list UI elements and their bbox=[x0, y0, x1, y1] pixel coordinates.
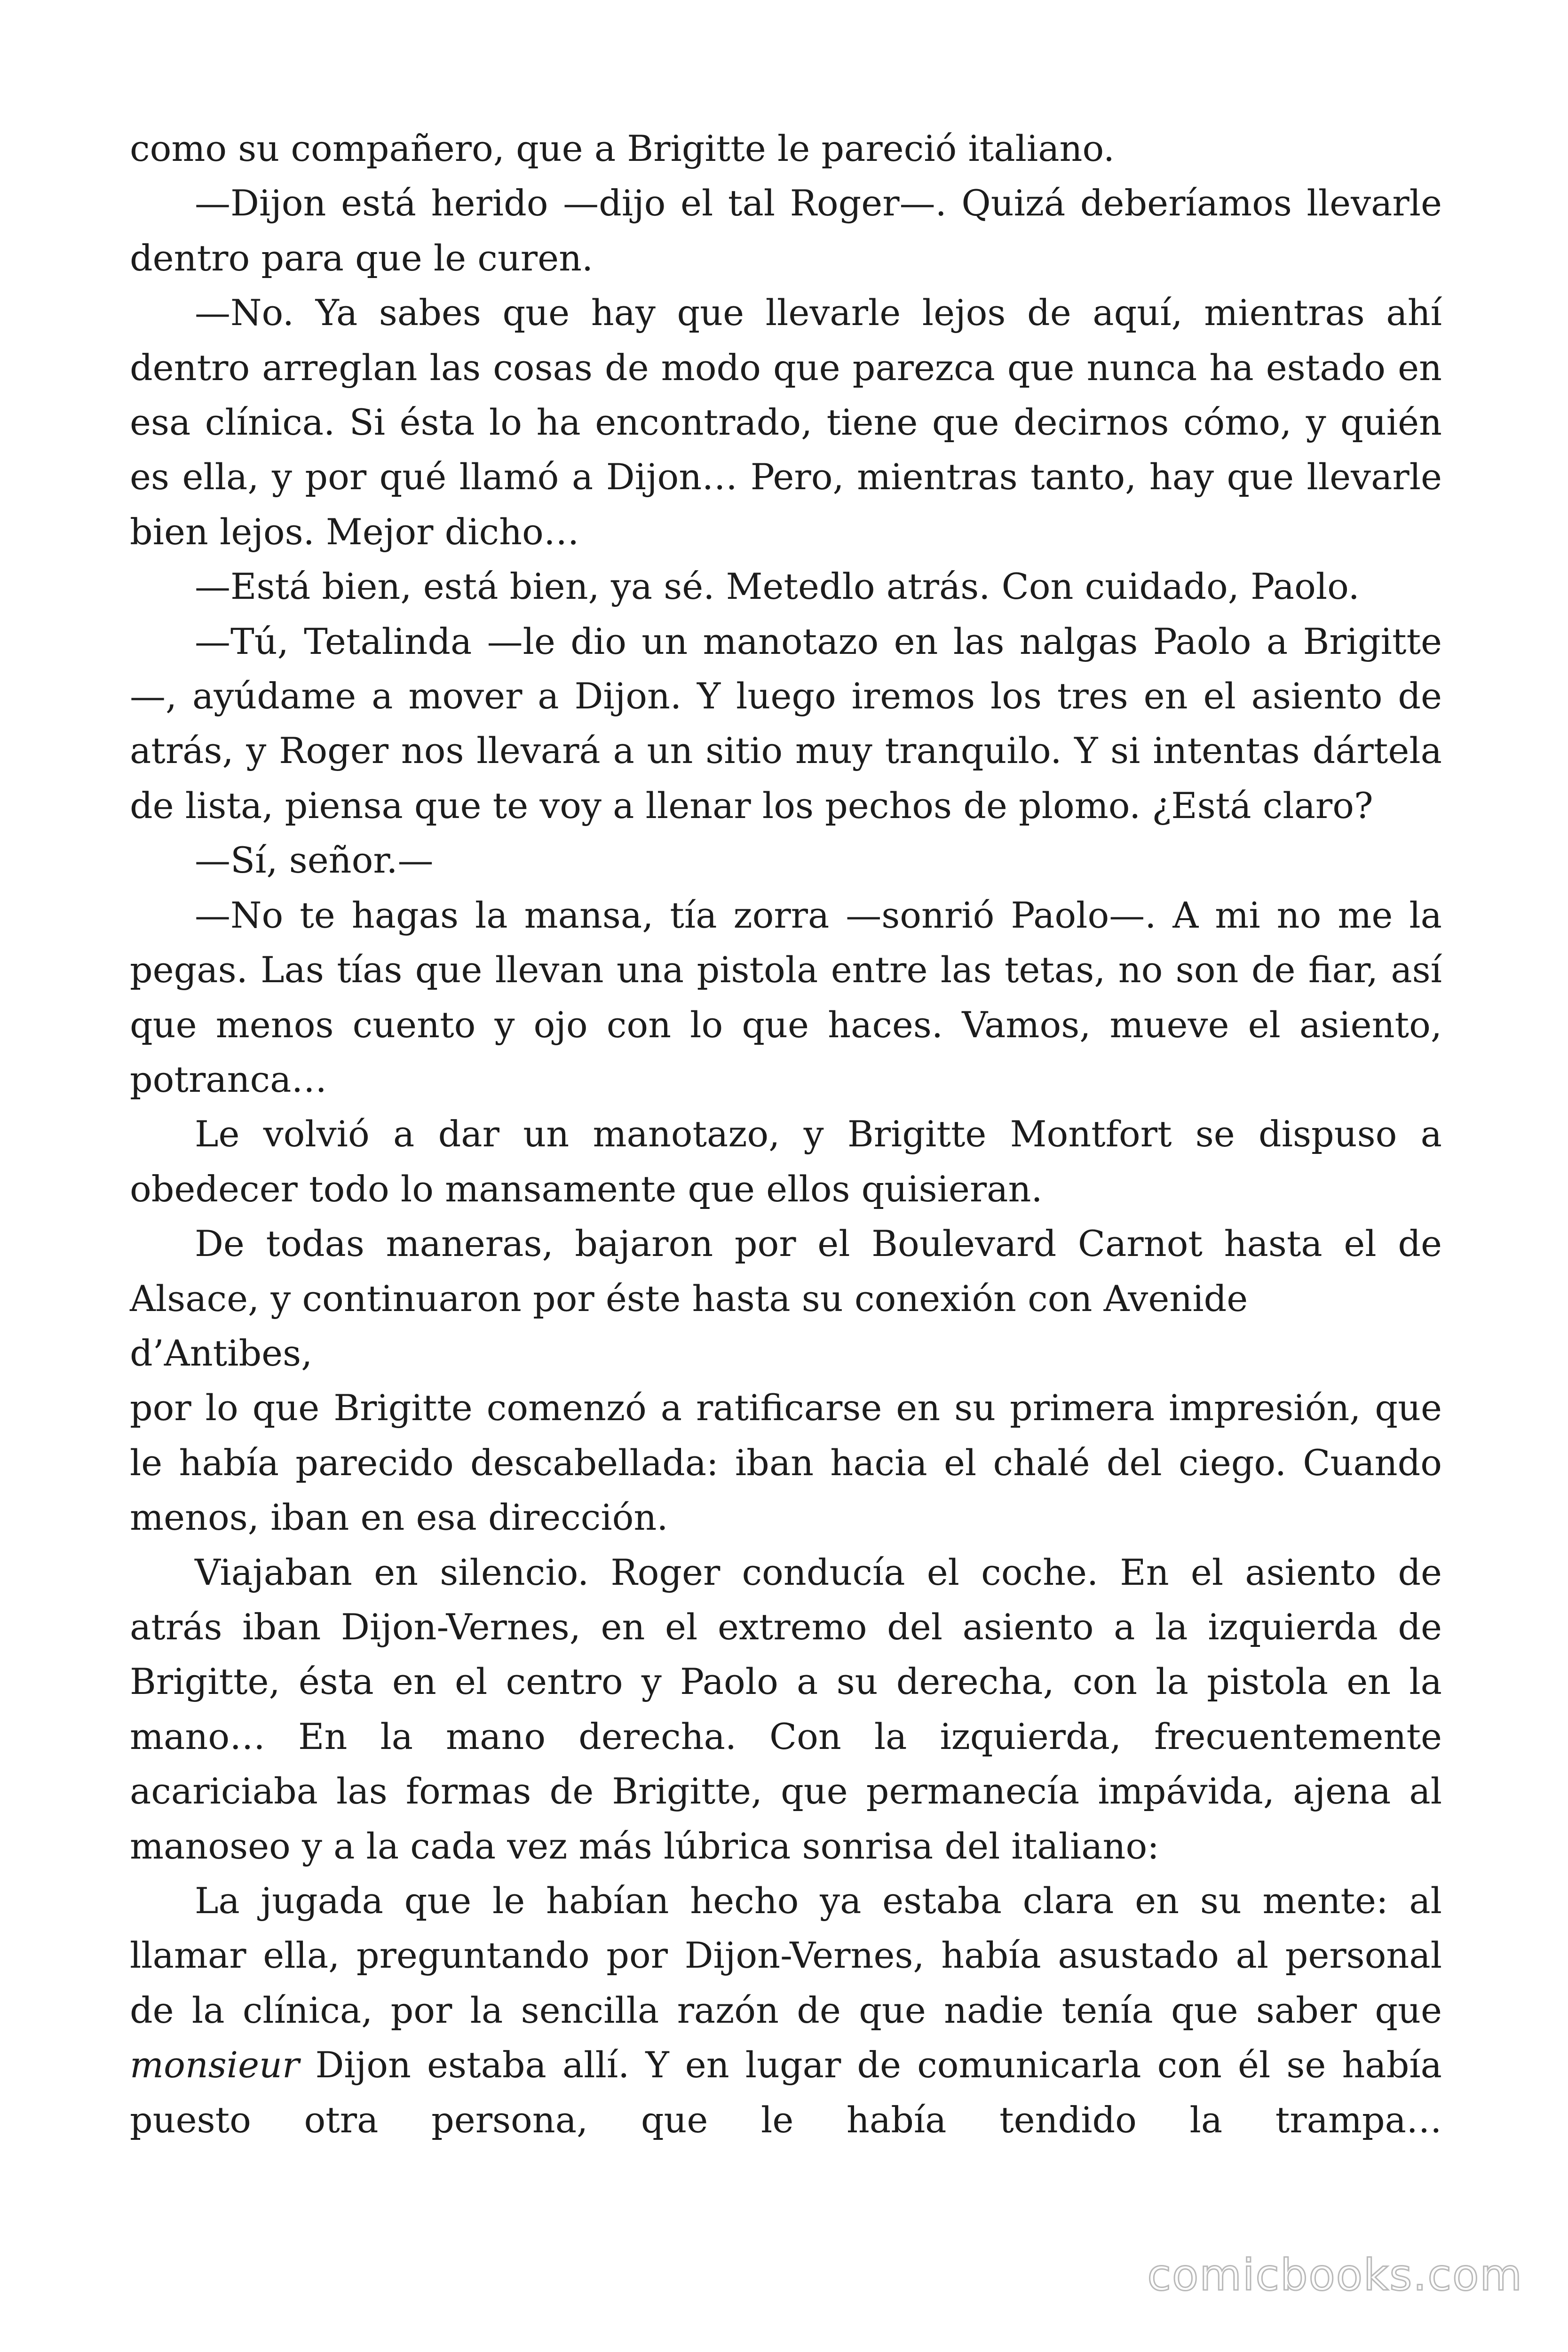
paragraph-4: —Está bien, está bien, ya sé. Metedlo atrás. Con cuidado, Paolo. bbox=[195, 565, 1360, 608]
paragraph-13-text-before: La jugada que le habían hecho ya estaba clara en su mente: al llamar ella, preguntando por Dijon-Vernes, había asustado al personal de la clínica, por la sencilla razón de que nadie tenía que saber que bbox=[130, 1880, 1442, 2031]
paragraph-11: por lo que Brigitte comenzó a ratificarse en su primera impresión, que le había parecido descabellada: iban hacia el chalé del ciego. Cuando menos, iban en esa dirección. bbox=[130, 1387, 1442, 1539]
paragraph-3: —No. Ya sabes que hay que llevarle lejos de aquí, mientras ahí dentro arreglan las cosas de modo que parezca que nunca ha estado en esa clínica. Si ésta lo ha encontrado, tiene que decirnos cómo, y quién es ella, y por qué llamó a Dijon… Pero, mientras tanto, hay que llevarle bien lejos. Mejor dicho… bbox=[130, 292, 1442, 553]
paragraph-9: De todas maneras, bajaron por el Boulevard Carnot hasta el de Alsace, y continuaron por éste hasta su conexión con Avenide bbox=[130, 1223, 1442, 1319]
paragraph-2: —Dijon está herido —dijo el tal Roger—. Quizá deberíamos llevarle dentro para que le curen. bbox=[130, 182, 1442, 279]
paragraph-10: d’Antibes, bbox=[130, 1332, 313, 1374]
paragraph-12: Viajaban en silencio. Roger conducía el coche. En el asiento de atrás iban Dijon-Vernes, en el extremo del asiento a la izquierda de Brigitte, ésta en el centro y Paolo a su derecha, con la pistola en la mano… En la mano derecha. Con la izquierda, frecuentemente acariciaba las formas de Brigitte, que permanecía impávida, ajena al manoseo y a la cada vez más lúbrica sonrisa del italiano: bbox=[130, 1551, 1442, 1867]
paragraph-13-italic-word: monsieur bbox=[130, 2044, 300, 2086]
watermark-logo: comicbooks.com bbox=[1147, 2250, 1523, 2300]
paragraph-13 bbox=[130, 1874, 1442, 2147]
paragraph-13-text-after: Dijon estaba allí. Y en lugar de comunicarla con él se había puesto otra persona, que le había tendido la trampa… bbox=[130, 2044, 1442, 2141]
paragraph-5: —Tú, Tetalinda —le dio un manotazo en las nalgas Paolo a Brigitte—, ayúdame a mover a Dijon. Y luego iremos los tres en el asiento de atrás, y Roger nos llevará a un sitio muy tranquilo. Y si intentas dártela de lista, piensa que te voy a llenar los pechos de plomo. ¿Está claro? bbox=[130, 620, 1442, 826]
paragraph-1: como su compañero, que a Brigitte le pareció italiano. bbox=[130, 127, 1115, 169]
paragraph-7: —No te hagas la mansa, tía zorra —sonrió Paolo—. A mi no me la pegas. Las tías que llevan una pistola entre las tetas, no son de fiar, así que menos cuento y ojo con lo que haces. Vamos, mueve el asiento, potranca… bbox=[130, 894, 1442, 1100]
paragraph-8: Le volvió a dar un manotazo, y Brigitte Montfort se dispuso a obedecer todo lo mansamente que ellos quisieran. bbox=[130, 1113, 1442, 1210]
page-body-text bbox=[130, 121, 1442, 2147]
paragraph-6: —Sí, señor.— bbox=[195, 839, 434, 882]
